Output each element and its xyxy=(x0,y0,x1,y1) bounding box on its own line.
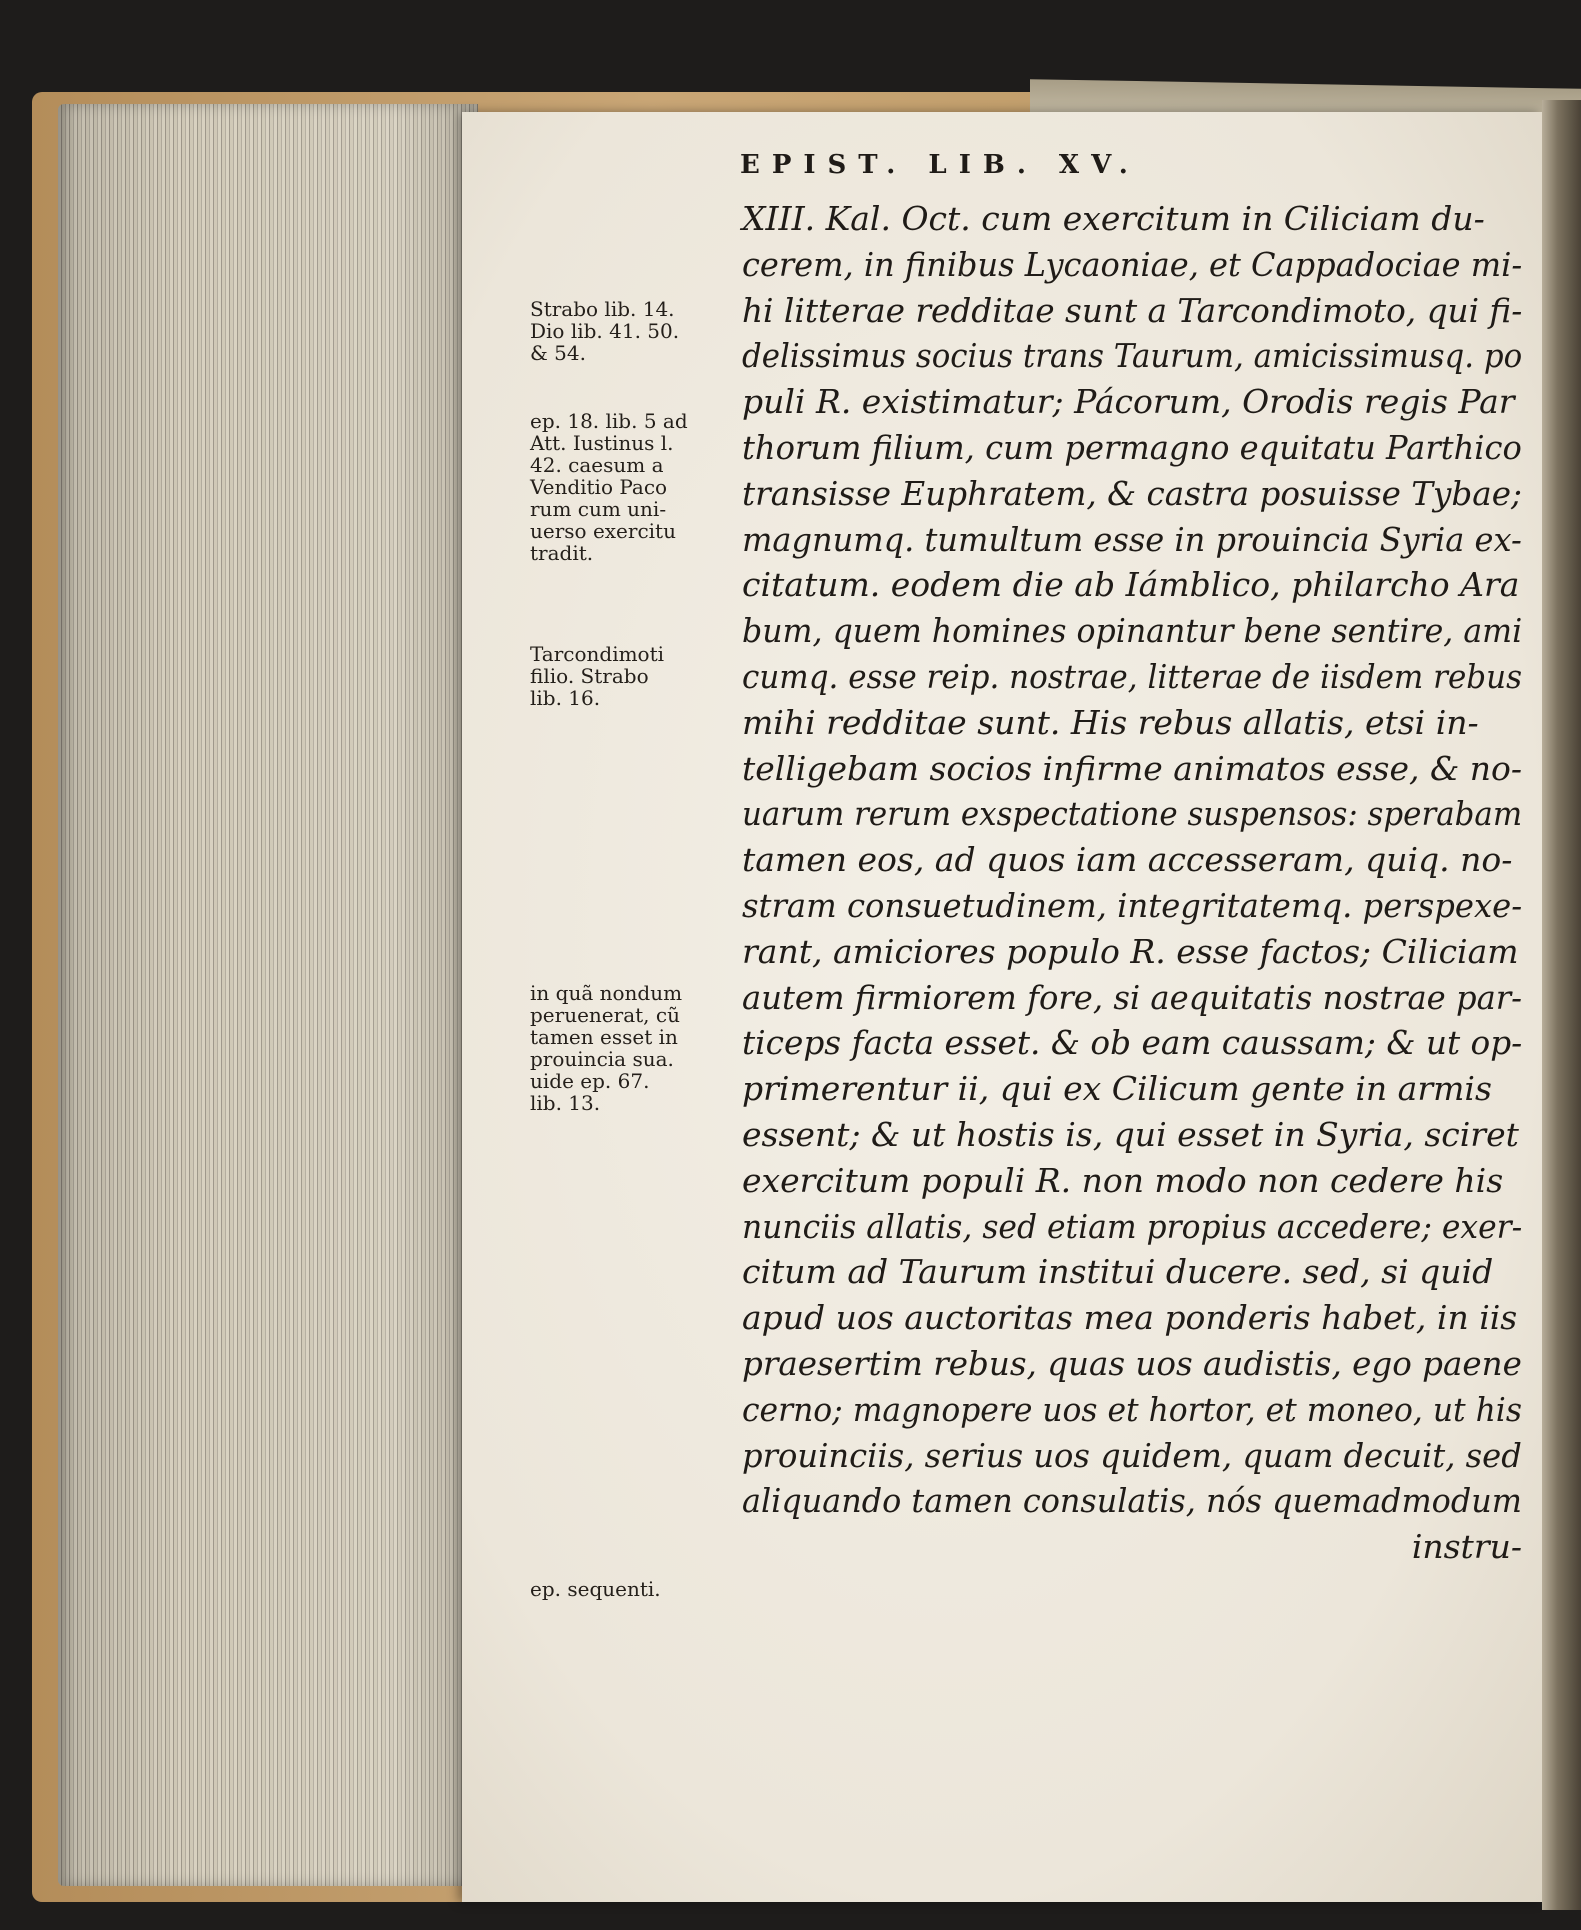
marginal-line: Tarcondimoti xyxy=(530,642,665,666)
text-line: praesertim rebus, quas uos audistis, ego paene xyxy=(742,1343,1522,1383)
marginal-line: filio. Strabo xyxy=(530,664,649,688)
marginal-note-1 xyxy=(530,298,740,364)
text-line: thorum filium, cum permagno equitatu Parthico xyxy=(742,427,1522,467)
text-line: puli R. existimatur; Pácorum, Orodis regis Par xyxy=(742,382,1515,422)
text-line: prouinciis, serius uos quidem, quam decuit, sed xyxy=(742,1435,1522,1475)
text-line: ticeps facta esset. & ob eam caussam; & ut op- xyxy=(742,1023,1523,1063)
text-line: tamen eos, ad quos iam accesseram, quiq. no- xyxy=(742,840,1513,880)
marginal-line: uide ep. 67. xyxy=(530,1069,650,1093)
running-head: EPIST. LIB. XV. xyxy=(740,150,1140,180)
text-line: magnumq. tumultum esse in prouincia Syria ex- xyxy=(742,519,1522,559)
marginal-line: lib. 13. xyxy=(530,1091,601,1115)
text-line: transisse Euphratem, & castra posuisse Tybae; xyxy=(742,473,1522,513)
marginal-line: & 54. xyxy=(530,341,586,365)
text-line: bum, quem homines opinantur bene sentire, ami xyxy=(742,611,1523,651)
marginal-line: Strabo lib. 14. xyxy=(530,297,675,321)
page-gutter xyxy=(1542,100,1581,1910)
text-line: cerem, in finibus Lycaoniae, et Cappadociae mi- xyxy=(742,244,1523,284)
marginal-line: tamen esset in xyxy=(530,1025,678,1049)
marginal-line: tradit. xyxy=(530,541,594,565)
text-line: instru- xyxy=(1411,1527,1522,1567)
text-line: mihi redditae sunt. His rebus allatis, etsi in- xyxy=(742,702,1479,742)
text-line: rant, amiciores populo R. esse factos; Ciliciam xyxy=(742,931,1519,971)
marginal-line: prouincia sua. xyxy=(530,1047,674,1071)
marginal-note-3 xyxy=(530,643,740,709)
marginal-line: Att. Iustinus l. xyxy=(530,431,674,455)
main-text-block xyxy=(742,196,1522,1570)
text-line: essent; & ut hostis is, qui esset in Syria, sciret xyxy=(742,1114,1519,1154)
text-line: cerno; magnopere uos et hortor, et moneo, ut his xyxy=(742,1389,1522,1429)
page-edges-shade xyxy=(58,104,478,1886)
marginal-line: peruenerat, cũ xyxy=(530,1003,680,1027)
marginal-note-4 xyxy=(530,982,740,1114)
marginal-line: ep. sequenti. xyxy=(530,1577,661,1601)
text-line: autem firmiorem fore, si aequitatis nostrae par- xyxy=(742,977,1523,1017)
marginal-line: 42. caesum a xyxy=(530,453,664,477)
text-line: citum ad Taurum institui ducere. sed, si quid xyxy=(742,1252,1494,1292)
text-line: nunciis allatis, sed etiam propius accedere; exer- xyxy=(742,1206,1523,1246)
marginal-line: rum cum uni- xyxy=(530,497,667,521)
text-line: apud uos auctoritas mea ponderis habet, in iis xyxy=(742,1298,1518,1338)
text-line: delissimus socius trans Taurum, amicissimusq. po xyxy=(742,336,1523,376)
text-line: hi litterae redditae sunt a Tarcondimoto, qui fi- xyxy=(742,290,1523,330)
text-line: primerentur ii, qui ex Cilicum gente in armis xyxy=(742,1069,1492,1109)
marginal-note-5 xyxy=(530,1578,740,1600)
text-line: telligebam socios infirme animatos esse, & no- xyxy=(742,748,1523,788)
marginal-line: uerso exercitu xyxy=(530,519,676,543)
marginal-line: Venditio Paco xyxy=(530,475,668,499)
marginal-line: ep. 18. lib. 5 ad xyxy=(530,409,688,433)
marginal-line: in quã nondum xyxy=(530,981,683,1005)
text-line: aliquando tamen consulatis, nós quemadmodum xyxy=(742,1481,1522,1521)
text-line: XIII. Kal. Oct. cum exercitum in Ciliciam du- xyxy=(742,199,1485,238)
text-line: stram consuetudinem, integritatemq. perspexe- xyxy=(742,885,1523,925)
text-line: uarum rerum exspectatione suspensos: sperabam xyxy=(742,794,1523,834)
marginal-line: lib. 16. xyxy=(530,686,601,710)
text-line: exercitum populi R. non modo non cedere his xyxy=(742,1160,1504,1200)
text-line: cumq. esse reip. nostrae, litterae de iisdem rebus xyxy=(742,656,1522,696)
marginal-note-2 xyxy=(530,410,740,564)
text-line: citatum. eodem die ab Iámblico, philarcho Ara xyxy=(742,565,1520,605)
marginal-line: Dio lib. 41. 50. xyxy=(530,319,680,343)
